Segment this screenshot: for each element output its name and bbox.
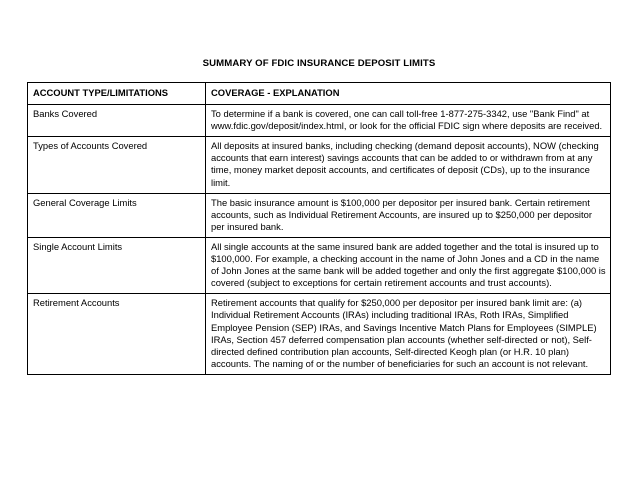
table-header-row xyxy=(28,83,611,105)
table-row xyxy=(28,105,611,137)
table-row xyxy=(28,237,611,293)
coverage-explanation-cell: To determine if a bank is covered, one can call toll-free 1-877-275-3342, use "Bank Find" at www.fdic.gov/deposit/index.html, or look for the official FDIC sign where deposits are received. xyxy=(206,105,611,137)
account-type-cell: Single Account Limits xyxy=(28,237,206,293)
deposit-limits-table xyxy=(27,82,611,375)
table-row xyxy=(28,137,611,193)
account-type-cell: Types of Accounts Covered xyxy=(28,137,206,193)
account-type-cell: General Coverage Limits xyxy=(28,193,206,237)
account-type-cell: Retirement Accounts xyxy=(28,294,206,375)
table-row xyxy=(28,193,611,237)
coverage-explanation-cell: The basic insurance amount is $100,000 per depositor per insured bank. Certain retirement accounts, such as Individual Retirement Accounts, are insured up to $250,000 per depositor per insured bank. xyxy=(206,193,611,237)
coverage-explanation-cell: All deposits at insured banks, including checking (demand deposit accounts), NOW (checking accounts that earn interest) savings accounts that can be added to or withdrawn from at any time, money market deposit accounts, and certificates of deposit (CDs), up to the insurance limit. xyxy=(206,137,611,193)
header-account-type: ACCOUNT TYPE/LIMITATIONS xyxy=(28,83,206,105)
coverage-explanation-cell: Retirement accounts that qualify for $250,000 per depositor per insured bank limit are: (a) Individual Retirement Accounts (IRAs) including traditional IRAs, Roth IRAs, Simplified Employee Pension (SEP) IRAs, and Savings Incentive Match Plans for Employees (SIMPLE) IRAs, Section 457 deferred compensation plan accounts (whether self-directed or not), Self-directed defined contribution plan accounts, Self-directed Keogh plan (or H.R. 10 plan) accounts. The naming of or the number of beneficiaries for such an account is not relevant. xyxy=(206,294,611,375)
document-title: SUMMARY OF FDIC INSURANCE DEPOSIT LIMITS xyxy=(202,58,436,69)
account-type-cell: Banks Covered xyxy=(28,105,206,137)
table-row xyxy=(28,294,611,375)
header-coverage-explanation: COVERAGE - EXPLANATION xyxy=(206,83,611,105)
coverage-explanation-cell: All single accounts at the same insured bank are added together and the total is insured up to $100,000. For example, a checking account in the name of John Jones and a CD in the name of John Jones at the same bank will be added together and only the first aggregate $100,000 is covered (subject to exceptions for certain retirement accounts and trust accounts). xyxy=(206,237,611,293)
